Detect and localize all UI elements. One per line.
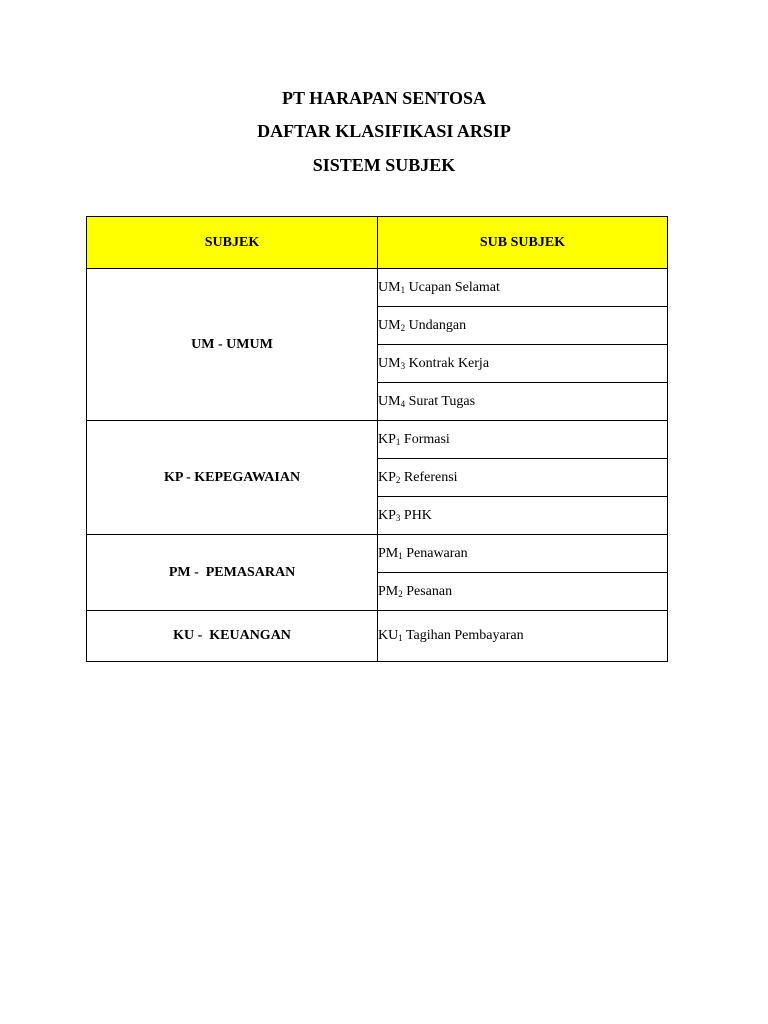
classification-table (86, 216, 668, 662)
sub-subject-cell: $KP_3$ PHK (378, 497, 668, 535)
column-header-subjek: SUBJEK (87, 217, 378, 269)
column-header-sub-subjek: SUB SUBJEK (378, 217, 668, 269)
table-row (87, 421, 668, 459)
table-row (87, 611, 668, 662)
company-name: PT HARAPAN SENTOSA (281, 88, 487, 108)
subject-cell: PM - PEMASARAN (87, 535, 378, 611)
subject-cell: UM - UMUM (87, 269, 378, 421)
sub-subject-cell: $UM_3$ Kontrak Kerja (378, 345, 668, 383)
sub-subject-cell: $KU_1$ Tagihan Pembayaran (378, 611, 668, 662)
subject-cell: KP - KEPEGAWAIAN (87, 421, 378, 535)
sub-subject-cell: $PM_2$ Pesanan (378, 573, 668, 611)
table-row (87, 269, 668, 307)
sub-subject-cell: $PM_1$ Penawaran (378, 535, 668, 573)
sub-subject-cell: $KP_1$ Formasi (378, 421, 668, 459)
table-header-row (87, 217, 668, 269)
document-title: DAFTAR KLASIFIKASI ARSIP (257, 121, 511, 141)
sub-subject-cell: $KP_2$ Referensi (378, 459, 668, 497)
table-row (87, 535, 668, 573)
document-subtitle: SISTEM SUBJEK (312, 155, 456, 175)
subject-cell: KU - KEUANGAN (87, 611, 378, 662)
sub-subject-cell: $UM_1$ Ucapan Selamat (378, 269, 668, 307)
sub-subject-cell: $UM_2$ Undangan (378, 307, 668, 345)
sub-subject-cell: $UM_4$ Surat Tugas (378, 383, 668, 421)
